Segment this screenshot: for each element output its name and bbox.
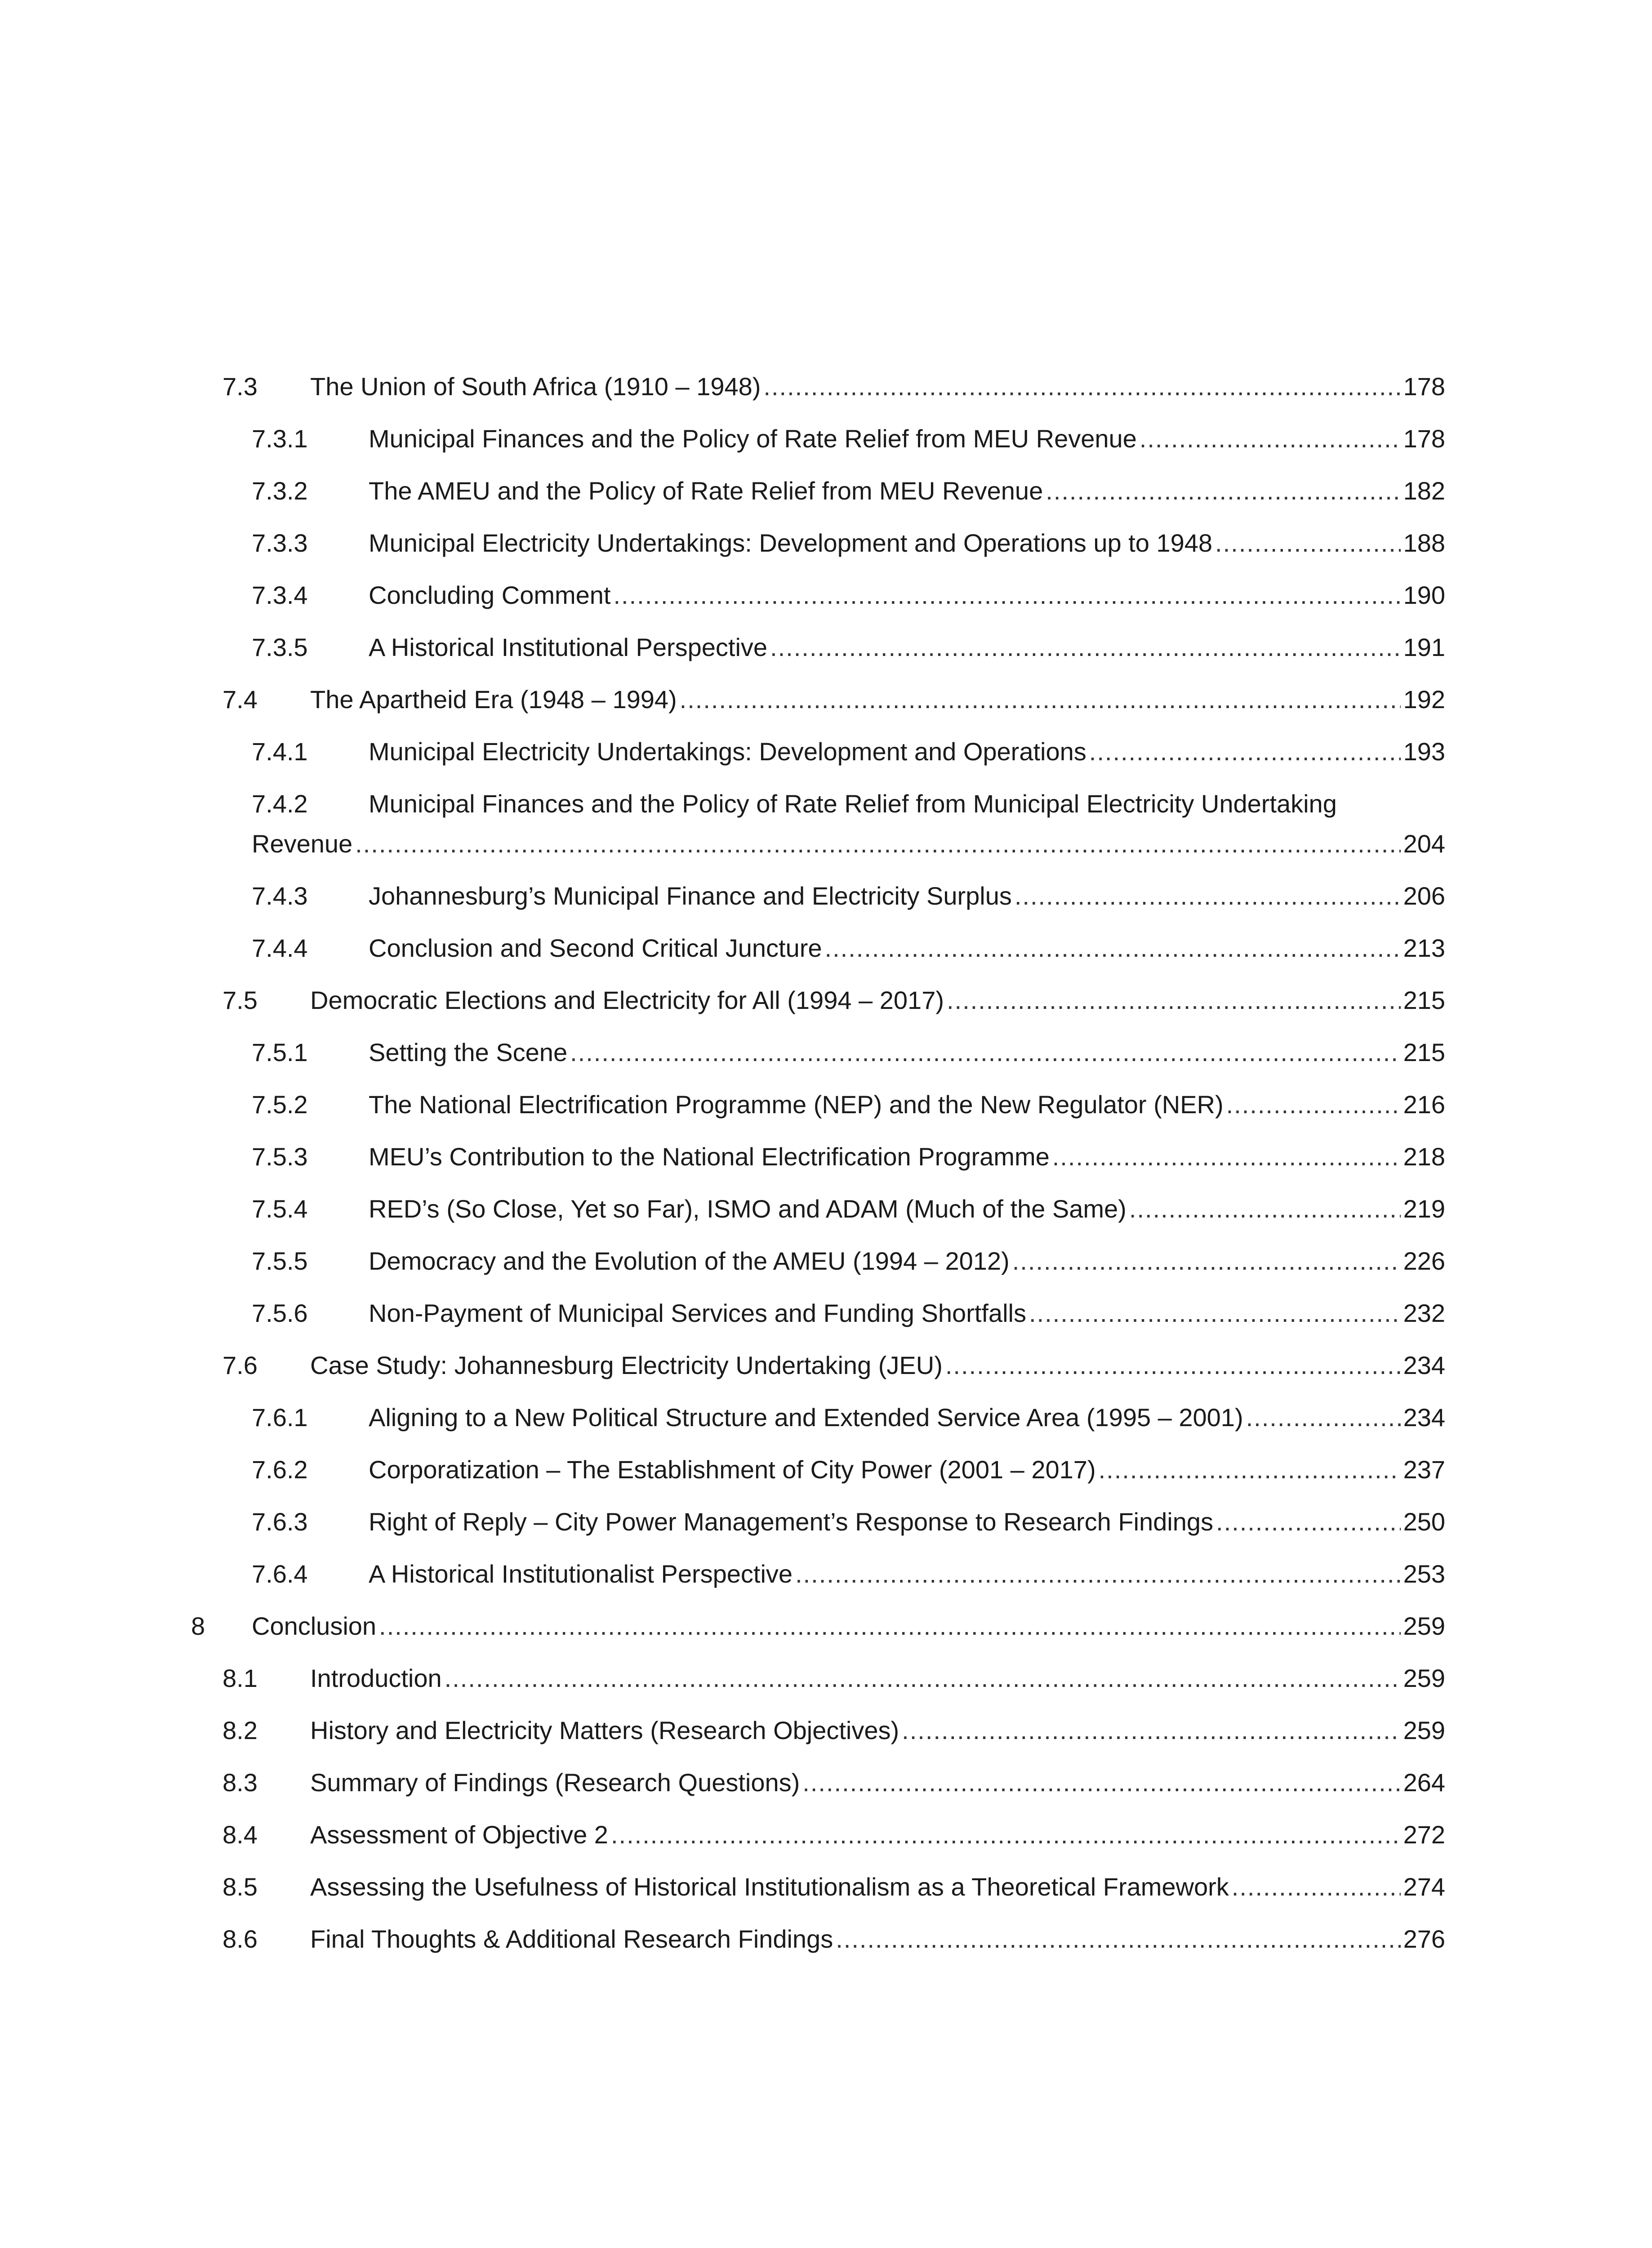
toc-number: 7.3.4: [252, 581, 308, 609]
toc-line: [369, 1402, 1445, 1433]
dot-leader: [1215, 527, 1401, 559]
toc-page: 215: [1403, 1038, 1445, 1066]
toc-page: 213: [1403, 934, 1445, 962]
toc-title: Municipal Finances and the Policy of Rate Relief from Municipal Electricity Undertaking: [369, 789, 1337, 818]
toc-line: [369, 1089, 1445, 1120]
toc-page: 206: [1403, 882, 1445, 910]
toc-number: 7.5.6: [252, 1299, 308, 1327]
toc-page: 276: [1403, 1925, 1445, 1953]
toc-line: [369, 1193, 1445, 1225]
dot-leader: [1046, 475, 1400, 507]
toc-line: [310, 1923, 1445, 1955]
toc-line: [369, 932, 1445, 964]
toc-page: 216: [1403, 1090, 1445, 1119]
toc-title: The Apartheid Era (1948 – 1994): [310, 685, 677, 714]
toc-page: 234: [1403, 1403, 1445, 1432]
dot-leader: [802, 1767, 1400, 1798]
toc-line: [252, 828, 1445, 860]
toc-line: [369, 736, 1445, 767]
dot-leader: [355, 828, 1400, 860]
toc-number: 7.6.3: [252, 1508, 308, 1536]
toc-page: 218: [1403, 1142, 1445, 1171]
toc-number: 7.3.2: [252, 477, 308, 505]
toc-title: Aligning to a New Political Structure and Extended Service Area (1995 – 2001): [369, 1403, 1243, 1432]
dot-leader: [836, 1923, 1400, 1955]
toc-page: 234: [1403, 1351, 1445, 1379]
dot-leader: [795, 1558, 1401, 1590]
toc-title: Assessment of Objective 2: [310, 1820, 608, 1849]
toc-number: 7.5.4: [252, 1195, 308, 1223]
toc-number: 7.5.3: [252, 1142, 308, 1171]
toc-number: 7.5.2: [252, 1090, 308, 1119]
toc-title: Assessing the Usefulness of Historical Institutionalism as a Theoretical Framework: [310, 1873, 1229, 1901]
toc-title: Introduction: [310, 1664, 442, 1692]
toc-line: [310, 371, 1445, 402]
dot-leader: [947, 985, 1401, 1016]
toc-title: Democratic Elections and Electricity for All (1994 – 2017): [310, 986, 944, 1014]
toc-number: 7.4.2: [252, 789, 308, 818]
dot-leader: [613, 580, 1400, 611]
toc-number: 8.4: [223, 1820, 258, 1849]
toc-title: Municipal Finances and the Policy of Rate Relief from MEU Revenue: [369, 424, 1137, 453]
toc-title: Non-Payment of Municipal Services and Funding Shortfalls: [369, 1299, 1026, 1327]
toc-page: 237: [1403, 1455, 1445, 1484]
toc-page: 232: [1403, 1299, 1445, 1327]
dot-leader: [379, 1610, 1401, 1642]
dot-leader: [1029, 1298, 1401, 1329]
toc-page: 193: [1403, 737, 1445, 766]
toc-title: Final Thoughts & Additional Research Findings: [310, 1925, 833, 1953]
toc-page: 259: [1403, 1716, 1445, 1744]
toc-line: [369, 1558, 1445, 1590]
toc-line: [369, 632, 1445, 663]
toc-page: 219: [1403, 1195, 1445, 1223]
toc-page: 178: [1403, 372, 1445, 401]
toc-line: [310, 1767, 1445, 1798]
dot-leader: [1089, 736, 1401, 767]
toc-line: [310, 1871, 1445, 1903]
toc-number: 8.6: [223, 1925, 258, 1953]
toc-title: Setting the Scene: [369, 1038, 568, 1066]
toc-line: [310, 1350, 1445, 1381]
toc-line: [369, 1037, 1445, 1068]
toc-number: 7.6.2: [252, 1455, 308, 1484]
dot-leader: [1015, 880, 1401, 912]
dot-leader: [1052, 1141, 1401, 1173]
toc-number: 7.3.1: [252, 424, 308, 453]
toc-number: 7.4.1: [252, 737, 308, 766]
toc-title: Johannesburg’s Municipal Finance and Electricity Surplus: [369, 882, 1012, 910]
toc-line: [369, 1454, 1445, 1485]
toc-title: The National Electrification Programme (NEP) and the New Regulator (NER): [369, 1090, 1224, 1119]
toc-line: [369, 880, 1445, 912]
dot-leader: [445, 1663, 1401, 1694]
toc-title: Summary of Findings (Research Questions): [310, 1768, 800, 1797]
toc-title: Right of Reply – City Power Management’s Response to Research Findings: [369, 1508, 1214, 1536]
toc-title: RED’s (So Close, Yet so Far), ISMO and ADAM (Much of the Same): [369, 1195, 1127, 1223]
toc-title: The Union of South Africa (1910 – 1948): [310, 372, 761, 401]
toc-page: 253: [1403, 1560, 1445, 1588]
toc-line: [310, 985, 1445, 1016]
toc-page: 182: [1403, 477, 1445, 505]
dot-leader: [1099, 1454, 1401, 1485]
toc-title: Concluding Comment: [369, 581, 611, 609]
toc-line: [369, 527, 1445, 559]
dot-leader: [1226, 1089, 1401, 1120]
dot-leader: [570, 1037, 1400, 1068]
toc-line: [310, 1715, 1445, 1746]
dot-leader: [1232, 1871, 1401, 1903]
toc-number: 7.6: [223, 1351, 258, 1379]
dot-leader: [1012, 1245, 1401, 1277]
toc-page: 192: [1403, 685, 1445, 714]
toc-title: Democracy and the Evolution of the AMEU (1994 – 2012): [369, 1247, 1010, 1275]
toc-page: 226: [1403, 1247, 1445, 1275]
toc-number: 7.5.5: [252, 1247, 308, 1275]
toc-number: 7.3.3: [252, 529, 308, 557]
dot-leader: [1216, 1506, 1401, 1538]
toc-title: Conclusion and Second Critical Juncture: [369, 934, 822, 962]
dot-leader: [1246, 1402, 1401, 1433]
toc-title: History and Electricity Matters (Research Objectives): [310, 1716, 899, 1744]
toc-line: [310, 684, 1445, 715]
toc-page: 264: [1403, 1768, 1445, 1797]
toc-page: 259: [1403, 1664, 1445, 1692]
toc-title: Municipal Electricity Undertakings: Development and Operations: [369, 737, 1086, 766]
toc-line: [369, 580, 1445, 611]
toc-number: 8.5: [223, 1873, 258, 1901]
dot-leader: [1140, 423, 1401, 455]
toc-line: [369, 1298, 1445, 1329]
toc-line: [252, 1610, 1445, 1642]
toc-page: 188: [1403, 529, 1445, 557]
toc-page: 250: [1403, 1508, 1445, 1536]
toc-page: 274: [1403, 1873, 1445, 1901]
toc-number: 7.3.5: [252, 633, 308, 661]
toc-number: 7.5: [223, 986, 258, 1014]
toc-number: 7.4.3: [252, 882, 308, 910]
toc-title: A Historical Institutional Perspective: [369, 633, 768, 661]
toc-title: Corporatization – The Establishment of City Power (2001 – 2017): [369, 1455, 1096, 1484]
toc-number: 7.6.4: [252, 1560, 308, 1588]
toc-page: 215: [1403, 986, 1445, 1014]
dot-leader: [945, 1350, 1401, 1381]
toc-line: [369, 475, 1445, 507]
toc-title: MEU’s Contribution to the National Electrification Programme: [369, 1142, 1050, 1171]
toc-line: [369, 1506, 1445, 1538]
toc-page: 272: [1403, 1820, 1445, 1849]
dot-leader: [763, 371, 1400, 402]
toc-number: 8.2: [223, 1716, 258, 1744]
toc-title: Municipal Electricity Undertakings: Development and Operations up to 1948: [369, 529, 1213, 557]
toc-page: 204: [1403, 830, 1445, 858]
toc-title: The AMEU and the Policy of Rate Relief from MEU Revenue: [369, 477, 1043, 505]
toc-number: 7.4.4: [252, 934, 308, 962]
dot-leader: [680, 684, 1401, 715]
dot-leader: [1129, 1193, 1401, 1225]
toc-line: [369, 1245, 1445, 1277]
toc-page: 190: [1403, 581, 1445, 609]
toc-number: 7.4: [223, 685, 258, 714]
dot-leader: [902, 1715, 1400, 1746]
toc-line: [310, 1663, 1445, 1694]
toc-number: 8.1: [223, 1664, 258, 1692]
toc-page: 178: [1403, 424, 1445, 453]
toc-line: [369, 423, 1445, 455]
dot-leader: [611, 1819, 1401, 1851]
toc-number: 7.3: [223, 372, 258, 401]
toc-page: 259: [1403, 1612, 1445, 1640]
toc-number: 7.5.1: [252, 1038, 308, 1066]
toc-number: 8.3: [223, 1768, 258, 1797]
toc-title: Case Study: Johannesburg Electricity Undertaking (JEU): [310, 1351, 943, 1379]
toc-title-continued: Revenue: [252, 830, 353, 858]
toc-line: [369, 1141, 1445, 1173]
toc-page: 191: [1403, 633, 1445, 661]
toc-title: A Historical Institutionalist Perspective: [369, 1560, 793, 1588]
toc-number: 7.6.1: [252, 1403, 308, 1432]
toc-number: 8: [191, 1612, 205, 1640]
dot-leader: [825, 932, 1401, 964]
toc-line: [310, 1819, 1445, 1851]
toc-title: Conclusion: [252, 1612, 377, 1640]
dot-leader: [770, 632, 1401, 663]
